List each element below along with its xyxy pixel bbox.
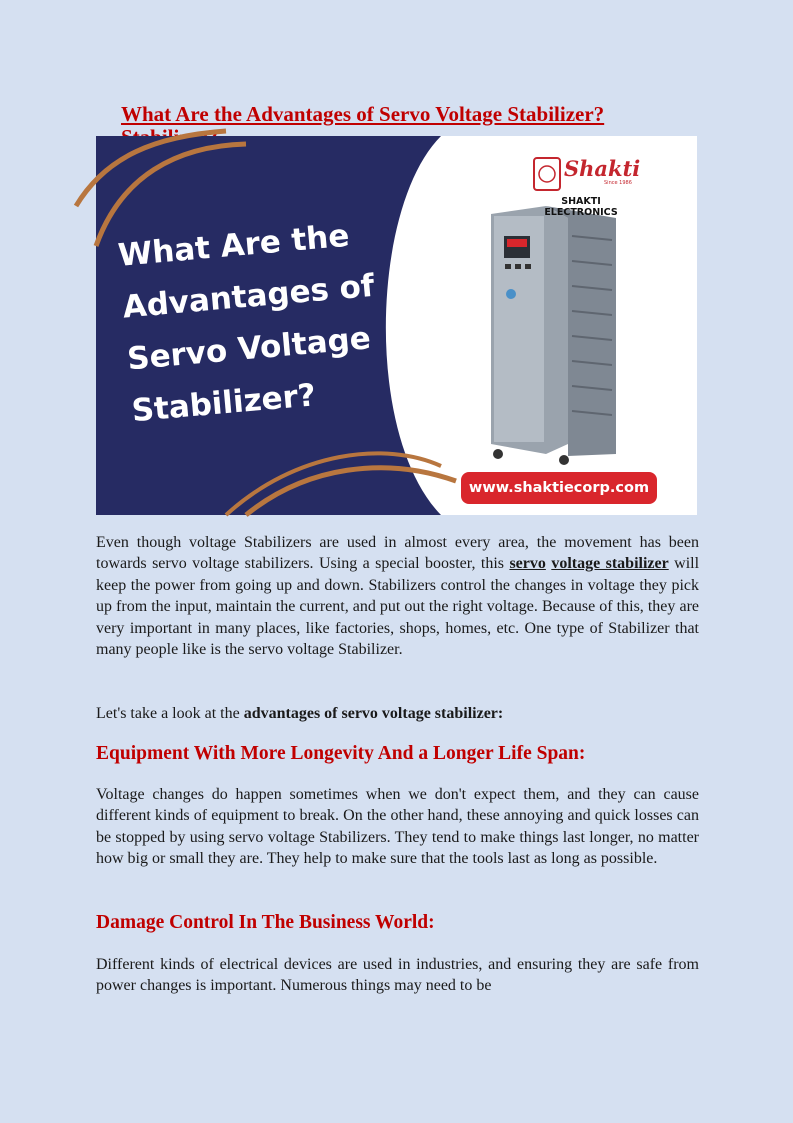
section-heading-longevity: Equipment With More Longevity And a Longer Life Span:: [96, 743, 586, 764]
banner-headline-line: Advantages of: [121, 267, 376, 326]
advantages-lead-text: Let's take a look at the: [96, 705, 240, 722]
shakti-logo-emblem: [534, 158, 560, 190]
brand-since-text: Since 1986: [604, 180, 632, 186]
brand-logo-text: Shakti: [564, 156, 641, 181]
article-banner-image: [96, 136, 697, 515]
advantages-lead-paragraph: [96, 703, 699, 724]
banner-headline: [116, 205, 423, 437]
intro-text-a: Even though voltage Stabilizers are used in almost every area, the movement has been towards servo voltage stabilizers. Using a special booster, this: [96, 534, 699, 573]
banner-headline-line: What Are the: [116, 217, 351, 274]
brand-name: SHAKTI ELECTRONICS: [544, 196, 618, 218]
stabilizer-cabinet-illustration: [491, 206, 616, 465]
section-heading-damage-control: Damage Control In The Business World:: [96, 912, 435, 933]
website-badge: www.shaktiecorp.com: [461, 472, 657, 504]
article-title-link[interactable]: What Are the Advantages of Servo Voltage Stabilizer?: [121, 102, 605, 126]
banner-headline-line: Servo Voltage: [125, 320, 373, 378]
servo-link[interactable]: servo: [509, 555, 546, 573]
section-body-damage-control: Different kinds of electrical devices are used in industries, and ensuring they are safe from power changes is important. Numerous things may need to be: [96, 956, 699, 995]
banner-headline-line: Stabilizer?: [130, 377, 318, 430]
voltage-stabilizer-link[interactable]: voltage stabilizer: [551, 555, 669, 573]
intro-paragraph: [96, 532, 699, 660]
intro-text-b: will keep the power from going up and down. Stabilizers control the changes in voltage they pick up from the input, maintain the current, and put out the right voltage. Because of this, they are very important in many places, like factories, shops, homes, etc. One type of Stabilizer that many people like is the servo voltage Stabilizer.: [96, 555, 700, 659]
section-body-longevity: Voltage changes do happen sometimes when we don't expect them, and they can cause different kinds of equipment to break. On the other hand, these annoying and quick losses can be stopped by using servo voltage Stabilizers. They tend to make things last longer, no matter how big or small they are. They help to make sure that the tools last as long as possible.: [96, 786, 699, 868]
advantages-lead-bold: advantages of servo voltage stabilizer:: [243, 705, 504, 722]
